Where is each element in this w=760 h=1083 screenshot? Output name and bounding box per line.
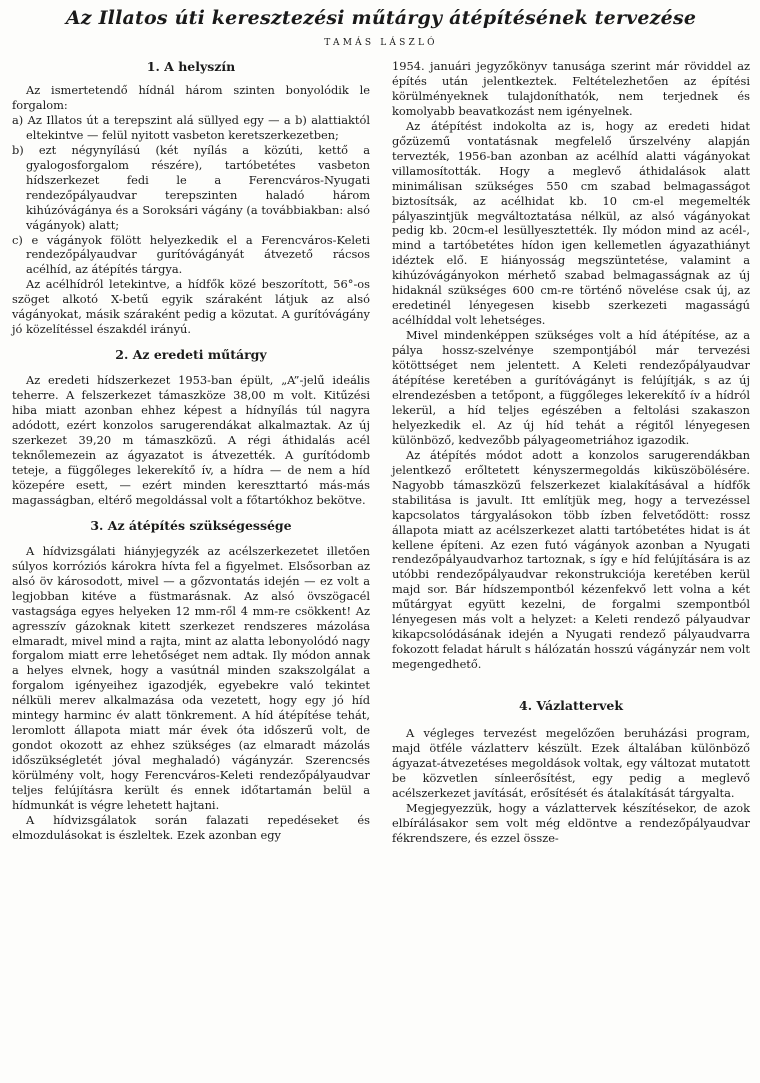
section-heading-2: 2. Az eredeti műtárgy	[115, 347, 267, 363]
list-item-c: c) e vágányok fölött helyezkedik el a Ferencváros-Keleti rendezőpályaudvar gurítóvágányát átvezető rácsos acélhíd, az átépítés tárgya.	[12, 232, 370, 277]
paragraph: A hídvizsgálati hiányjegyzék az acélszerkezetet illetően súlyos korróziós károkra hívta fel a figyelmet. Elsősorban az alsó öv károsodott, mivel — a gőzvontatás idején — ez volt a legjobban kitéve a füstmarásnak. Az alsó övszögacél vastagsága egyes helyeken 12 mm-ről 4 mm-re csökkent! Az agresszív gázoknak kitett szerkezet rendszeres mázolása elmaradt, mivel mind a rajta, mint az alatta lebonyolódó nagy forgalom miatt erre lehetőséget nem adtak. Ily módon annak a helyes elvnek, hogy a vasútnál minden szakszolgálat a forgalom igényeihez igazodjék, egyebekre való tekintet nélküli merev alkalmazása oda vezetett, hogy egy jó híd mintegy harminc év alatt tönkrement. A híd átépítése tehát, leromlott állapota miatt már évek óta időszerű volt, de gondot okozott az ehhez szükséges (az elmaradt mázolás időszükségletét jóval meghaladó) vágányzár. Szerencsés körülmény volt, hogy Ferencváros-Keleti rendezőpályaudvar teljes felújításra került és ennek időtartamán belül a hídmunkát is végre lehetett hajtani.	[12, 543, 370, 812]
left-column	[12, 59, 370, 846]
paragraph: Mivel mindenképpen szükséges volt a híd átépítése, az a pálya hossz-szelvénye szempontjából már tervezési kötöttséget nem jelentett. A Keleti rendezőpályaudvar átépítése keretében a gurítóvágányt is felújítják, s az új elrendezésben a tetőpont, a függőleges lekerekítő ív a hídról lekerül, a híd teljes egészében a feltolási szakaszon helyezkedik el. Az új híd tehát a régitől lényegesen különböző, kedvezőbb pályageometriához igazodik.	[392, 328, 750, 447]
paragraph: Az ismertetendő hídnál három szinten bonyolódik le forgalom:	[12, 83, 370, 112]
paragraph-continued: 1954. januári jegyzőkönyv tanusága szerint már röviddel az építés után jelentkeztek. Feltételezhetően az építési körülményeknek tulajdoníthatók, nem terjednek és komolyabb beavatkozást nem igényelnek.	[392, 59, 750, 118]
paragraph: A hídvizsgálatok során falazati repedéseket és elmozdulásokat is észleltek. Ezek azonban egy	[12, 812, 370, 842]
article-body	[12, 59, 750, 846]
paragraph: Az átépítés módot adott a konzolos sarugerendákban jelentkező erőltetett kényszermegoldás kiküszöbölésére. Nagyobb támaszközű felszerkezet kialakításával a hídfők stabilitása is javult. Itt említjük meg, hogy a tervezéssel kapcsolatos tárgyalásokon több ízben felvetődött: rossz állapota miatt az acélszerkezet alatti tartóbetétes hidat is át kellene építeni. Az ezen futó vágányok azonban a Nyugati rendezőpályaudvarhoz tartoznak, s így e híd felújítására is az utóbbi rendezőpályaudvar rekonstrukciója keretében kerül majd sor. Bár hídszempontból kézenfekvő lett volna a két műtárgyat együtt kezelni, de forgalmi szempontból lényegesen más volt a helyzet: a Keleti rendező pályaudvar kikapcsolódásának idején a Nyugati rendező pályaudvarra fokozott feladat hárult s hálózatán hosszú vágányzár nem volt megengedhető.	[392, 447, 750, 672]
list-item-b: b) ezt négynyílású (két nyílás a közúti, kettő a gyalogosforgalom részére), tartóbetétes vasbeton hídszerkezet fedi le a Ferencváros-Nyugati rendezőpályaudvar terepszinten haladó három kihúzóvágánya és a Soroksári vágány (a továbbiakban: alsó vágányok) alatt;	[12, 142, 370, 232]
list-item-a: a) Az Illatos út a terepszint alá süllyed egy — a b) alattiaktól eltekintve — felül nyitott vasbeton keretszerkezetben;	[12, 112, 370, 142]
paragraph: Megjegyezzük, hogy a vázlattervek készítésekor, de azok elbírálásakor sem volt még eldöntve a rendezőpályaudvar fékrendszere, és ezzel össze-	[392, 800, 750, 845]
author-name: TAMÁS LÁSZLÓ	[324, 38, 438, 48]
article-title: Az Illatos úti keresztezési műtárgy átépítésének tervezése	[65, 7, 697, 29]
right-column	[392, 59, 750, 846]
paragraph: Az acélhídról letekintve, a hídfők közé beszorított, 56°-os szöget alkotó X-betű egyik száraként látjuk az alsó vágányokat, másik száraként pedig a közutat. A gurítóvágány jó közelítéssel északdél irányú.	[12, 277, 370, 337]
section-heading-3: 3. Az átépítés szükségessége	[90, 517, 292, 533]
paragraph: Az átépítést indokolta az is, hogy az eredeti hidat gőzüzemű vontatásnak megfelelő űrszelvény alapján tervezték, 1956-ban azonban az acélhíd alatti vágányokat villamosították. Hogy a meglevő áthidalások alatt minimálisan szükséges 550 cm szabad belmagasságot biztosítsák, az acélhidat kb. 10 cm-el megemelték pályaszintjük megváltoztatása nélkül, az alsó vágányokat pedig kb. 20cm-el lesüllyesztették. Ily módon mind az acél-, mind a tartóbetétes hídon igen kellemetlen ágyazathiányt idéztek elő. E hiányosság megszüntetése, valamint a kihúzóvágányokon mérhető szabad belmagasságnak az új hidaknál szükséges 600 cm-re történő növelése csak új, az eredetinél lényegesen kisebb szerkezeti magasságú acélhíddal volt lehetséges.	[392, 118, 750, 328]
section-heading-4: 4. Vázlattervek	[519, 698, 623, 714]
paragraph: A végleges tervezést megelőzően beruházási program, majd ötféle vázlatterv készült. Ezek általában különböző ágyazat-átvezetéses megoldások voltak, egy változat mutatott be közvetlen sínleerősítést, egy pedig a meglevő acélszerkezet javítását, erősítését és átalakítását tárgyalta.	[392, 726, 750, 800]
section-heading-1: 1. A helyszín	[146, 59, 236, 74]
paragraph: Az eredeti hídszerkezet 1953-ban épült, „A”-jelű ideális teherre. A felszerkezet támaszköze 38,00 m volt. Kitűzési hiba miatt azonban ehhez képest a hídnyílás túl nagyra adódott, ezért konzolos sarugerendákat alkalmaztak. Az új szerkezet 39,20 m támaszközű. A régi áthidalás acél teknőlemezein az ágyazatot is átvezették. A gurítódomb teteje, a függőleges lekerekítő ív, a hídra — de nem a híd közepére esett, — ezért minden kereszttartó más-más magasságban, eltérő megoldással volt a főtartókhoz bekötve.	[12, 373, 370, 507]
